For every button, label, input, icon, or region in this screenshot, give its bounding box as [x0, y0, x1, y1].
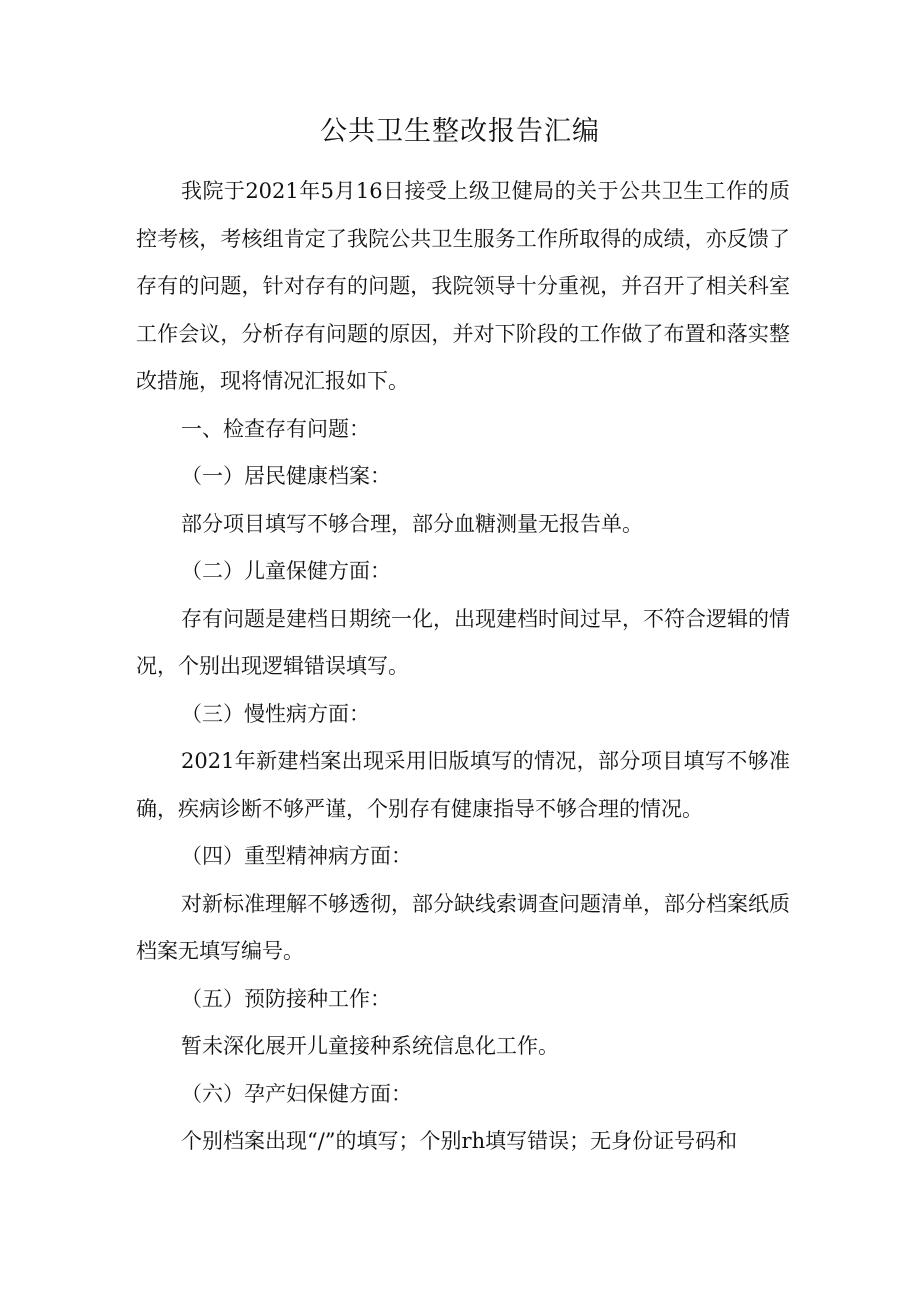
subsection-heading: （四）重型精神病方面：	[181, 844, 412, 868]
subsection-heading: （二）儿童保健方面：	[181, 559, 391, 583]
section-heading: 一、检查存有问题：	[181, 416, 370, 441]
paragraph: 个别档案出现“/”的填写；个别rh填写错误；无身份证号码和	[181, 1129, 738, 1153]
paragraph: 部分项目填写不够合理，部分血糖测量无报告单。	[181, 511, 643, 536]
paragraph: 存有问题是建档日期统一化，出现建档时间过早，不符合逻辑的情况，个别出现逻辑错误填写。	[136, 606, 790, 678]
subsection-heading: （三）慢性病方面：	[181, 701, 370, 726]
document-title: 公共卫生整改报告汇编	[320, 116, 600, 147]
subsection-heading: （六）孕产妇保健方面：	[181, 1081, 412, 1106]
paragraph: 2021年新建档案出现采用旧版填写的情况，部分项目填写不够准确，疾病诊断不够严谨，个别存有健康指导不够合理的情况。	[136, 749, 790, 821]
paragraph: 对新标准理解不够透彻，部分缺线索调查问题清单，部分档案纸质档案无填写编号。	[136, 891, 790, 963]
subsection-heading: （五）预防接种工作：	[181, 986, 391, 1011]
intro-paragraph: 我院于2021年5月16日接受上级卫健局的关于公共卫生工作的质控考核，考核组肯定了我院公共卫生服务工作所取得的成绩，亦反馈了存有的问题，针对存有的问题，我院领导十分重视，并召开了相关科室工作会议，分析存有问题的原因，并对下阶段的工作做了布置和落实整改措施，现将情况汇报如下。	[136, 179, 790, 393]
subsection-heading: （一）居民健康档案：	[181, 464, 391, 488]
paragraph: 暂未深化展开儿童接种系统信息化工作。	[181, 1034, 559, 1058]
document-body	[136, 168, 790, 1166]
